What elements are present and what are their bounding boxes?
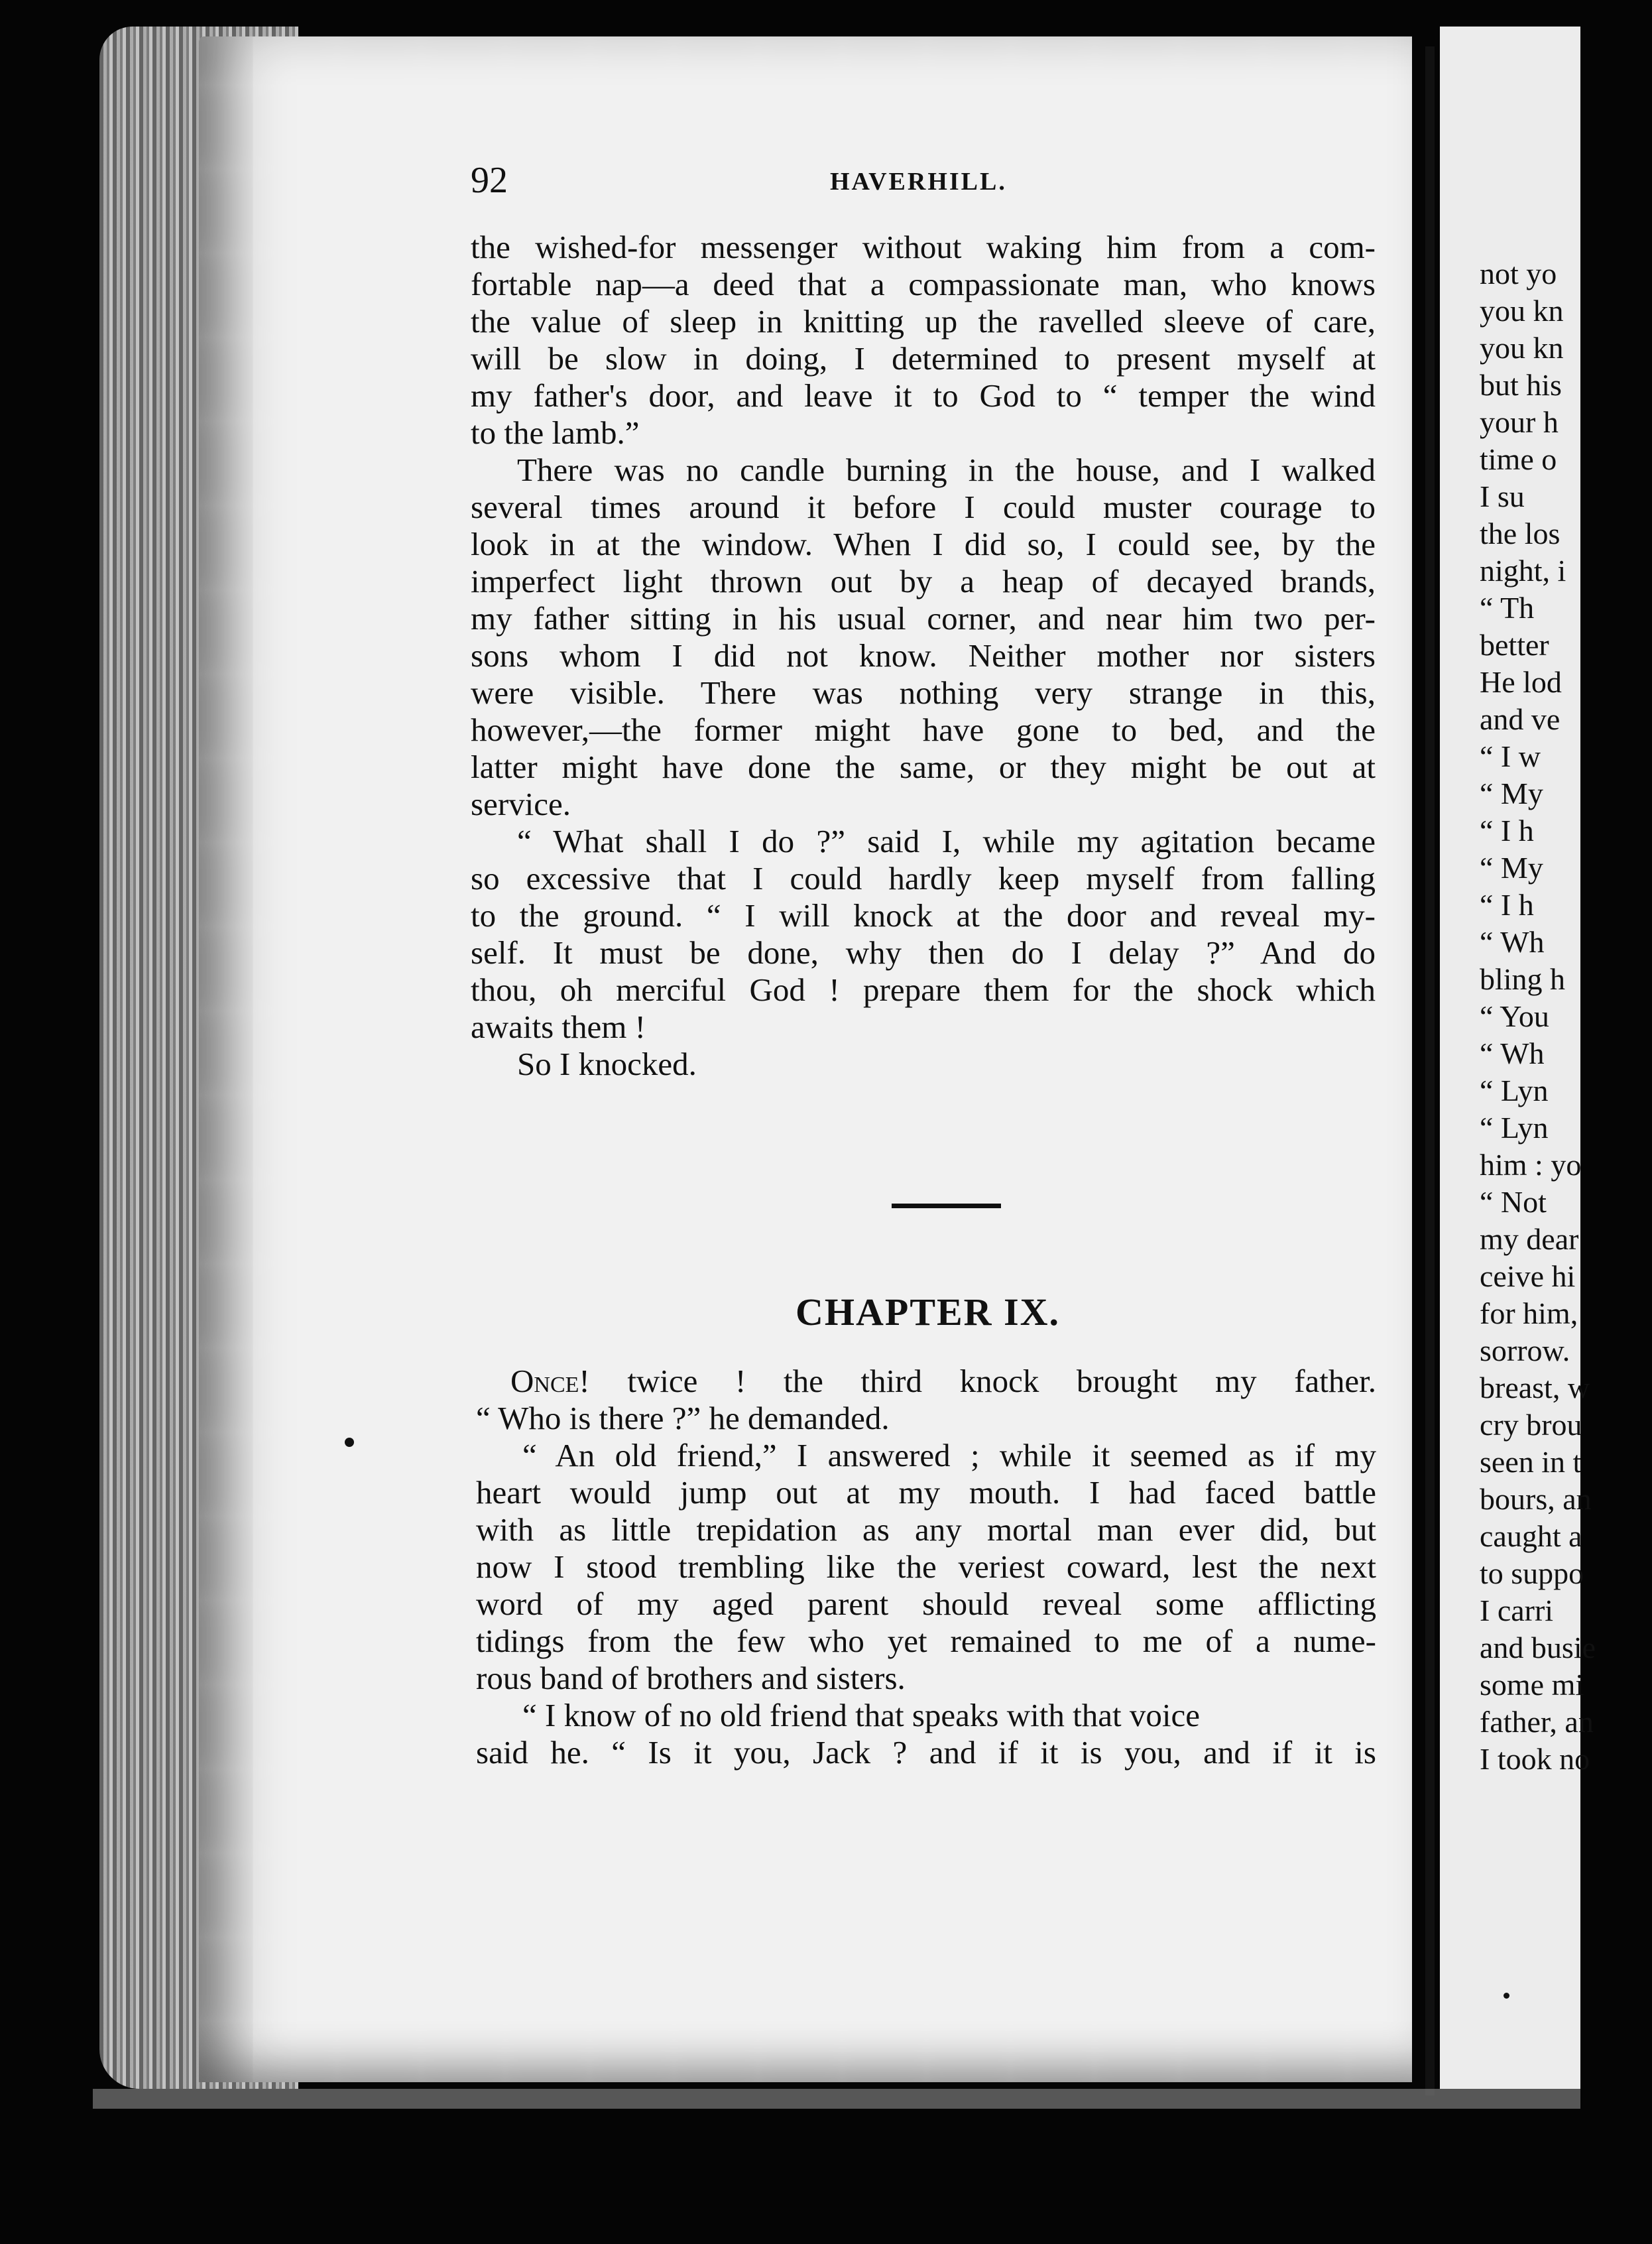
facing-page-line: cry brou [1480,1408,1582,1442]
facing-page-line: and ve [1480,702,1561,736]
facing-page-line: “ I h [1480,888,1534,922]
facing-page-line: but his [1480,368,1562,402]
chapter-title: CHAPTER IX. [796,1290,1061,1334]
chapter-line: “ Who is there ?” he demanded. [476,1400,890,1436]
text-line: the wished-for messenger without waking him from a com- [471,229,1376,265]
facing-page-line: and busie [1480,1631,1596,1664]
text-line: the value of sleep in knitting up the ravelled sleeve of care, [471,303,1376,340]
facing-page-line: “ I w [1480,739,1541,773]
facing-page-line: breast, w [1480,1371,1590,1404]
facing-page-line: “ Th [1480,591,1535,625]
facing-page-line: “ My [1480,851,1543,885]
chapter-drop-word: Once [510,1363,579,1399]
text-line: latter might have done the same, or they might be out at [471,749,1376,785]
chapter-line: tidings from the few who yet remained to me of a nume- [476,1623,1376,1659]
facing-page-line: father, an [1480,1705,1594,1739]
facing-page-line: “ Wh [1480,1036,1545,1070]
chapter-line: with as little trepidation as any mortal man ever did, but [476,1511,1376,1548]
facing-page-line: bling h [1480,962,1566,996]
text-line: my father's door, and leave it to God to “ temper the wind [471,377,1376,414]
body-text [471,229,1376,1083]
section-divider [892,1204,1001,1208]
text-line: several times around it before I could muster courage to [471,489,1376,525]
facing-page-line: time o [1480,442,1557,476]
chapter-line-text: ! twice ! the third knock brought my father. [579,1363,1376,1399]
facing-page-line: I took no [1480,1742,1590,1776]
facing-page-line: ceive hi [1480,1259,1576,1293]
text-line: “ What shall I do ?” said I, while my agitation became [517,823,1376,859]
text-line: were visible. There was nothing very strange in this, [471,674,1376,711]
page-bottom-shadow [93,2089,1580,2109]
facing-page-line: night, i [1480,554,1566,588]
facing-page-line: you kn [1480,331,1564,365]
chapter-line: now I stood trembling like the veriest coward, lest the next [476,1548,1376,1585]
chapter-line: heart would jump out at my mouth. I had faced battle [476,1474,1376,1511]
text-line: look in at the window. When I did so, I could see, by the [471,526,1376,562]
ink-speck [1504,1993,1509,1999]
facing-page-line: “ Not [1480,1185,1547,1219]
text-line: so excessive that I could hardly keep myself from falling [471,860,1376,897]
text-line: There was no candle burning in the house, and I walked [517,452,1376,488]
facing-page-line: I su [1480,479,1525,513]
text-line: to the ground. “ I will knock at the door and reveal my- [471,897,1376,934]
facing-page-line: you kn [1480,294,1564,328]
text-line: sons whom I did not know. Neither mother nor sisters [471,637,1376,674]
facing-page-line: caught a [1480,1519,1582,1553]
text-line: my father sitting in his usual corner, and near him two per- [471,600,1376,637]
chapter-line [476,1363,1376,1400]
text-line: awaits them ! [471,1009,646,1045]
facing-page-line: seen in t [1480,1445,1582,1479]
text-line: fortable nap—a deed that a compassionate man, who knows [471,266,1376,302]
text-line: imperfect light thrown out by a heap of decayed brands, [471,563,1376,599]
facing-page-line: for him, [1480,1296,1578,1330]
text-line: So I knocked. [517,1046,697,1082]
chapter-text [476,1363,1376,1771]
chapter-line: word of my aged parent should reveal some afflicting [476,1586,1376,1622]
facing-page-line: to suppo [1480,1556,1584,1590]
page-number: 92 [471,160,508,201]
text-line: thou, oh merciful God ! prepare them for the shock which [471,971,1376,1008]
facing-page-line: some mi [1480,1668,1584,1702]
facing-page [1440,27,1596,2089]
text-line: however,—the former might have gone to bed, and the [471,712,1376,748]
facing-page-line: He lod [1480,665,1562,699]
text-line: service. [471,786,571,822]
binding-gutter [1425,46,1435,2095]
facing-page-text [1453,255,1652,1778]
facing-page-line: I carri [1480,1593,1554,1627]
facing-page-line: “ Lyn [1480,1111,1549,1145]
chapter-line: “ I know of no old friend that speaks with that voice [522,1697,1200,1733]
facing-page-line: my dear [1480,1222,1579,1256]
facing-page-line: sorrow. [1480,1334,1570,1367]
facing-page-line: “ You [1480,999,1549,1033]
facing-page-line: better [1480,628,1549,662]
chapter-line: said he. “ Is it you, Jack ? and if it is you, and if it is [476,1734,1376,1771]
facing-page-line: the los [1480,517,1561,550]
text-line: will be slow in doing, I determined to present myself at [471,340,1376,377]
facing-page-line: not yo [1480,257,1557,290]
page-header [471,159,1379,206]
running-head: HAVERHILL. [830,168,1007,196]
ink-speck [345,1438,354,1447]
text-line: self. It must be done, why then do I delay ?” And do [471,934,1376,971]
facing-page-line: “ My [1480,777,1543,810]
text-line: to the lamb.” [471,414,640,451]
facing-page-line: “ Lyn [1480,1074,1549,1107]
facing-page-line: “ Wh [1480,925,1545,959]
facing-page-line: him : yo [1480,1148,1582,1182]
chapter-line: rous band of brothers and sisters. [476,1660,906,1696]
facing-page-line: bours, an [1480,1482,1592,1516]
facing-page-line: “ I h [1480,814,1534,847]
facing-page-line: your h [1480,405,1559,439]
chapter-line: “ An old friend,” I answered ; while it seemed as if my [522,1437,1376,1473]
